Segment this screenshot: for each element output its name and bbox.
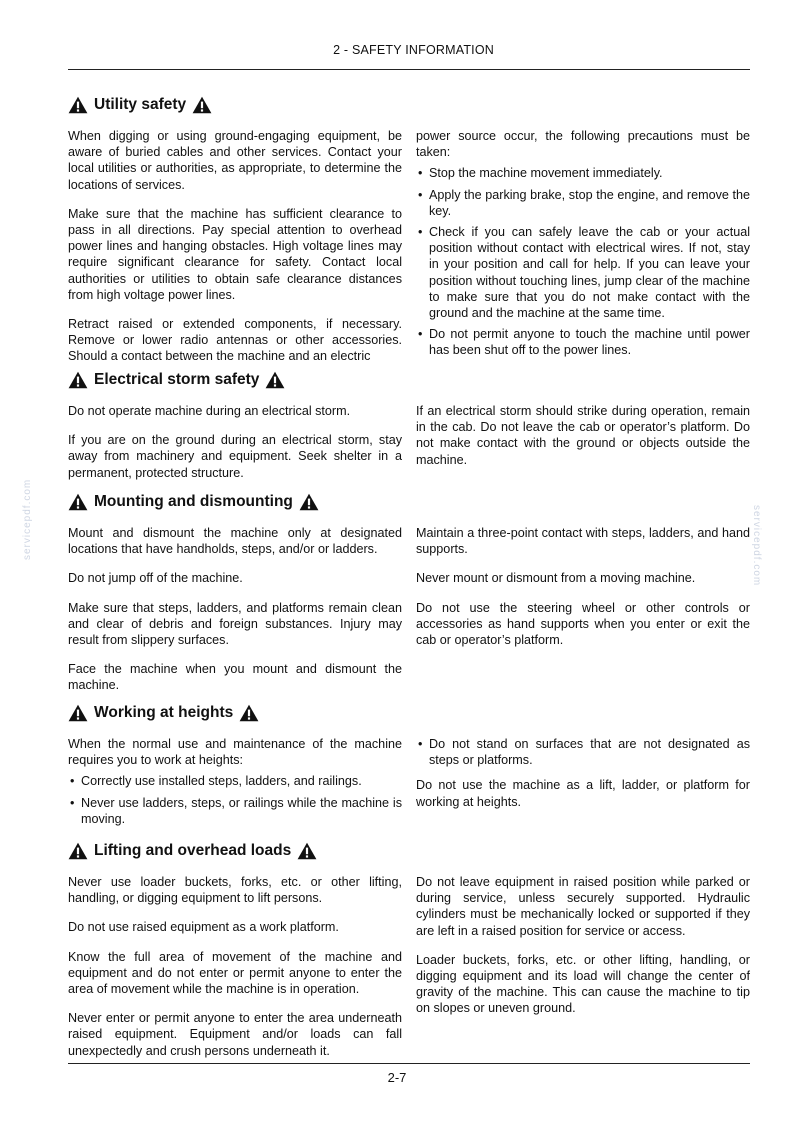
warning-icon — [68, 96, 88, 114]
paragraph: Maintain a three-point contact with steps, ladders, and hand supports. — [416, 526, 750, 557]
warning-icon — [265, 371, 285, 389]
warning-icon — [68, 704, 88, 722]
paragraph: Never enter or permit anyone to enter the area underneath raised equipment. Equipment and/or loads can fall unexpectedly and crush persons underneath it. — [68, 1011, 402, 1058]
left-column — [68, 128, 402, 378]
list-item: • Do not permit anyone to touch the machine until power has been shut off to the power lines. — [416, 326, 750, 358]
section-title: Working at heights — [94, 704, 234, 721]
warning-icon — [68, 493, 88, 511]
list-item: • Correctly use installed steps, ladders, and railings. — [68, 773, 402, 789]
section-title: Electrical storm safety — [94, 371, 260, 388]
bullet-list — [68, 773, 402, 827]
header-rule — [68, 69, 750, 70]
list-item: • Stop the machine movement immediately. — [416, 165, 750, 181]
warning-icon — [299, 493, 319, 511]
paragraph: Retract raised or extended components, if necessary. Remove or lower radio antennas or other accessories. Should a contact between the machine and an electric — [68, 317, 402, 364]
right-column — [416, 403, 750, 481]
left-column — [68, 736, 402, 840]
paragraph: Do not use the steering wheel or other controls or accessories as hand supports when you enter or exit the cab or operator’s platform. — [416, 600, 750, 648]
section-working-at-heights — [68, 702, 752, 826]
section-heading — [68, 94, 752, 116]
paragraph: Never use loader buckets, forks, etc. or other lifting, handling, or digging equipment to lift persons. — [68, 875, 402, 906]
section-title: Lifting and overhead loads — [94, 842, 292, 859]
paragraph: Do not jump off of the machine. — [68, 571, 243, 586]
list-item: • Never use ladders, steps, or railings while the machine is moving. — [68, 795, 402, 827]
section-lifting-and-overhead-loads — [68, 840, 752, 1058]
section-heading — [68, 491, 752, 513]
section-mounting-and-dismounting — [68, 491, 752, 693]
paragraph: Do not use raised equipment as a work platform. — [68, 920, 339, 935]
warning-icon — [297, 842, 317, 860]
section-electrical-storm-safety — [68, 369, 752, 480]
paragraph: Make sure that the machine has sufficient clearance to pass in all directions. Pay special attention to overhead power lines and hanging obstacles. High voltage lines may require significant clearance for safety. Contact local authorities or utilities to obtain safe clearance distances from high voltage power lines. — [68, 206, 402, 302]
paragraph: When digging or using ground-engaging equipment, be aware of buried cables and other services. Contact your local utilities or authorities, as appropriate, to determine the locations of services. — [68, 129, 402, 192]
paragraph: Loader buckets, forks, etc. or other lifting, handling, or digging equipment and its load will change the center of gravity of the machine. This can cause the machine to tip on slopes or uneven ground. — [416, 952, 750, 1016]
watermark-left: servicepdf.com — [22, 478, 33, 560]
page-number: 2-7 — [387, 1070, 407, 1085]
section-heading — [68, 702, 752, 724]
paragraph: Do not use the machine as a lift, ladder, or platform for working at heights. — [416, 778, 750, 809]
paragraph: Never mount or dismount from a moving machine. — [416, 571, 696, 586]
right-column — [416, 874, 750, 1030]
warning-icon — [192, 96, 212, 114]
section-title: Utility safety — [94, 96, 187, 113]
right-column — [416, 525, 750, 661]
paragraph: Mount and dismount the machine only at designated locations that have handholds, steps, and/or or ladders. — [68, 526, 402, 557]
list-item: • Check if you can safely leave the cab or your actual position without contact with electrical wires. If not, stay in your position and call for help. If you can leave your position without touching lines, jump clear of the machine to make sure that you do not make contact with the ground and the machine at the same time. — [416, 224, 750, 321]
warning-icon — [68, 842, 88, 860]
list-item: • Apply the parking brake, stop the engine, and remove the key. — [416, 187, 750, 219]
section-heading — [68, 840, 752, 862]
paragraph: power source occur, the following precautions must be taken: — [416, 129, 750, 160]
paragraph: Do not operate machine during an electrical storm. — [68, 404, 351, 418]
left-column — [68, 874, 402, 1072]
paragraph: Make sure that steps, ladders, and platforms remain clean and clear of debris and foreign substances. Injury may result from slippery surfaces. — [68, 600, 402, 648]
bullet-list — [416, 736, 750, 768]
paragraph: Face the machine when you mount and dismount the machine. — [68, 662, 402, 693]
list-item: • Do not stand on surfaces that are not designated as steps or platforms. — [416, 736, 750, 768]
watermark-right: servicepdf.com — [751, 505, 762, 587]
section-heading — [68, 369, 752, 391]
bullet-list — [416, 165, 750, 358]
page-header-title: 2 - SAFETY INFORMATION — [333, 43, 494, 57]
right-column — [416, 128, 750, 372]
section-utility-safety — [68, 94, 752, 364]
paragraph: Know the full area of movement of the machine and equipment and do not enter or permit anyone to enter the area of movement while the machine is in operation. — [68, 949, 402, 997]
warning-icon — [239, 704, 259, 722]
paragraph: When the normal use and maintenance of the machine requires you to work at heights: — [68, 737, 402, 768]
paragraph: If you are on the ground during an electrical storm, stay away from machinery and equipment. Seek shelter in a permanent, protected structure. — [68, 433, 402, 480]
right-column — [416, 736, 750, 823]
section-title: Mounting and dismounting — [94, 493, 293, 510]
left-column — [68, 525, 402, 707]
paragraph: If an electrical storm should strike during operation, remain in the cab. Do not leave the cab or operator’s platform. Do not make contact with the ground or objects outside the machine. — [416, 404, 750, 467]
paragraph: Do not leave equipment in raised position while parked or during service, unless securely supported. Hydraulic cylinders must be mechanically locked or supported if they are left in a raised position for service or access. — [416, 875, 750, 938]
left-column — [68, 403, 402, 494]
warning-icon — [68, 371, 88, 389]
